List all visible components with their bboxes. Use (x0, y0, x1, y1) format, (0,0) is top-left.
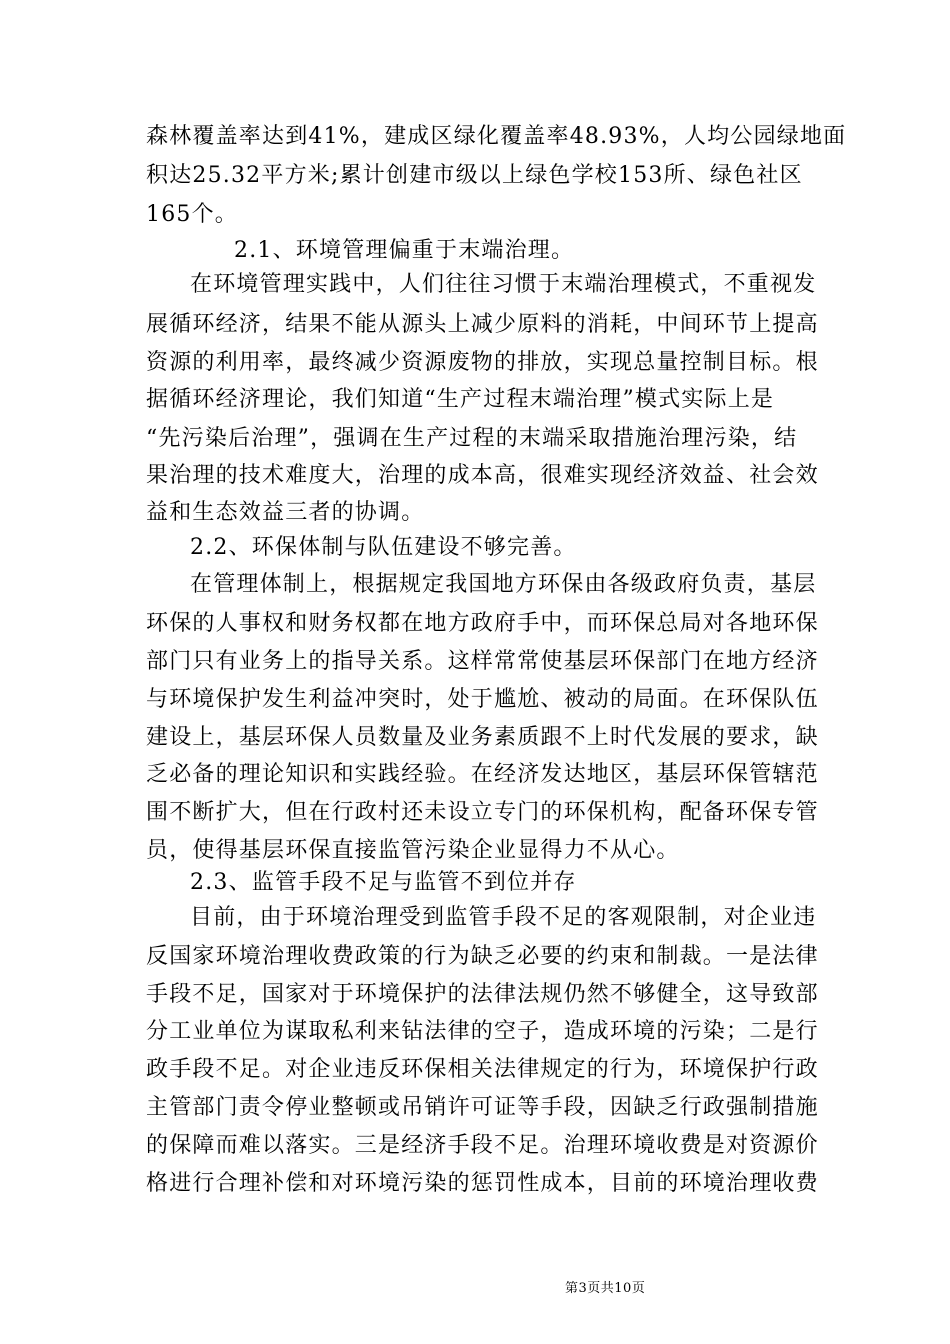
text-line: 格进行合理补偿和对环境污染的惩罚性成本，目前的环境治理收费 (146, 1171, 819, 1196)
text-line: 目前，由于环境治理受到监管手段不足的客观限制，对企业违 (190, 905, 817, 930)
text-line: 在管理体制上，根据规定我国地方环保由各级政府负责，基层 (190, 572, 817, 597)
text-line: 乏必备的理论知识和实践经验。在经济发达地区，基层环保管辖范 (146, 762, 819, 787)
text-line: 主管部门责令停业整顿或吊销许可证等手段，因缺乏行政强制措施 (146, 1095, 819, 1120)
text-line: “先污染后治理”，强调在生产过程的末端采取措施治理污染，结 (146, 426, 798, 451)
text-line: 森林覆盖率达到41%，建成区绿化覆盖率48.93%，人均公园绿地面 (146, 124, 847, 149)
text-line: 资源的利用率，最终减少资源废物的排放，实现总量控制目标。根 (146, 350, 819, 375)
text-line: 政手段不足。对企业违反环保相关法律规定的行为，环境保护行政 (146, 1057, 819, 1082)
page-number: 第3页共10页 (565, 1281, 646, 1296)
section-heading: 2.1、环境管理偏重于末端治理。 (234, 238, 575, 263)
text-line: 分工业单位为谋取私利来钻法律的空子，造成环境的污染；二是行 (146, 1019, 819, 1044)
text-line: 果治理的技术难度大，治理的成本高，很难实现经济效益、社会效 (146, 463, 819, 488)
text-line: 环保的人事权和财务权都在地方政府手中，而环保总局对各地环保 (146, 611, 819, 636)
text-line: 据循环经济理论，我们知道“生产过程末端治理”模式实际上是 (146, 387, 775, 412)
section-heading: 2.2、环保体制与队伍建设不够完善。 (190, 535, 577, 560)
text-line: 165个。 (146, 202, 238, 227)
text-line: 益和生态效益三者的协调。 (146, 500, 425, 525)
text-line: 与环境保护发生利益冲突时，处于尴尬、被动的局面。在环保队伍 (146, 687, 819, 712)
text-line: 员，使得基层环保直接监管污染企业显得力不从心。 (146, 838, 680, 863)
text-line: 的保障而难以落实。三是经济手段不足。治理环境收费是对资源价 (146, 1133, 819, 1158)
text-line: 建设上，基层环保人员数量及业务素质跟不上时代发展的要求，缺 (146, 725, 819, 750)
text-line: 手段不足，国家对于环境保护的法律法规仍然不够健全，这导致部 (146, 982, 819, 1007)
text-line: 在环境管理实践中，人们往往习惯于末端治理模式，不重视发 (190, 272, 817, 297)
section-heading: 2.3、监管手段不足与监管不到位并存 (190, 870, 577, 895)
text-line: 围不断扩大，但在行政村还未设立专门的环保机构，配备环保专管 (146, 800, 819, 825)
text-line: 展循环经济，结果不能从源头上减少原料的消耗，中间环节上提高 (146, 312, 819, 337)
text-line: 部门只有业务上的指导关系。这样常常使基层环保部门在地方经济 (146, 649, 819, 674)
text-line: 反国家环境治理收费政策的行为缺乏必要的约束和制裁。一是法律 (146, 944, 819, 969)
text-line: 积达25.32平方米;累计创建市级以上绿色学校153所、绿色社区 (146, 163, 803, 188)
